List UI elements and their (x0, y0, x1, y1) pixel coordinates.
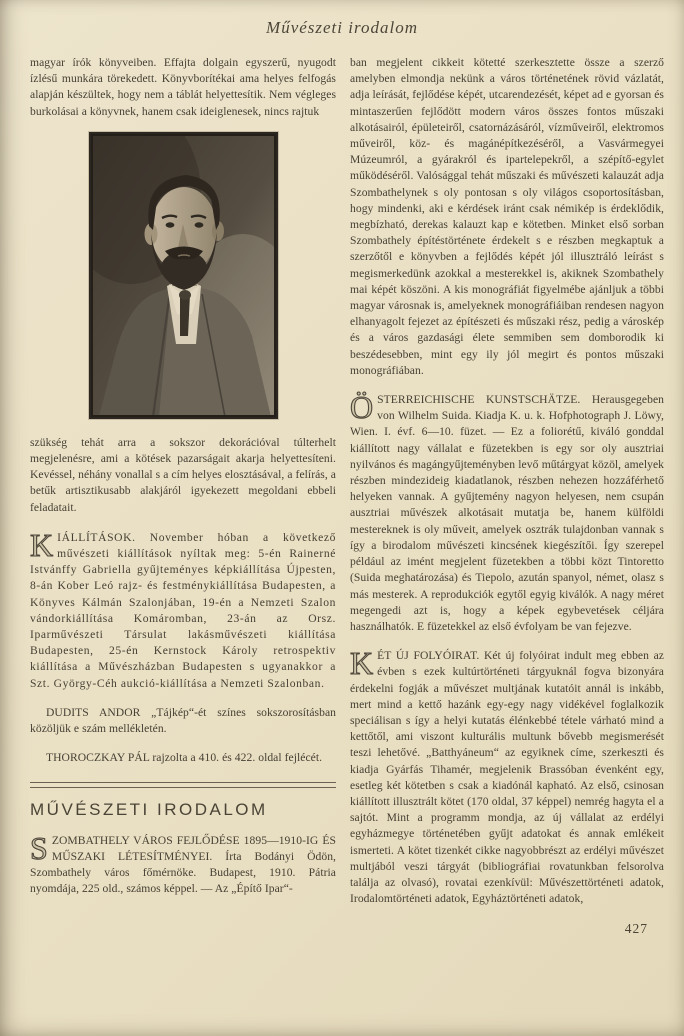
new-journals-review (350, 645, 664, 907)
page-number: 427 (624, 921, 648, 937)
left-para-2: szükség tehát arra a sokszor dekorációval túlterhelt megjelenésre, ami a kötések pazarságait akarja helyettesíteni. Kevéssel, néhány vonallal s a cím helyes elosztásával, a felírás, a betűk artisztikusabb alakjáról igyekezett megoldani ebbeli feladatait. (30, 435, 336, 514)
right-column (350, 55, 664, 938)
running-head: Művészeti irodalom (266, 18, 418, 37)
section-divider-rule (30, 782, 336, 788)
left-para-1: magyar írók könyveiben. Effajta dolgain egyszerű, nyugodt ízlésű munkára törekedett. Könyvborítékai ama helyes felfogás alapján készültek, hogy nem a táblát helyettesítik. Nem végleges burkolásai a könyvnek, hanem csak ideiglenesek, nincs rajtuk (30, 56, 336, 118)
kunstschaetze-text: STERREICHISCHE KUNSTSCHÄTZE. Herausgegeben von Wilhelm Suida. Kiadja K. u. k. Hofphotograph J. Löwy, Wien. I. évf. 6—10. füzet. — Ez a foliorétű, kiváló gonddal kiállított nagy vállalat e füzetekben is egy sor oly ausztriai nyilvános és magángyűjteményben levő műtárgyat közöl, amelyek részben mindezideig kiadatlanok, részben nehezen hozzáférhető helyeken vannak. A gyűjtemény nagyon helyesen, nem csupán ausztriai művészek alkotásait mutatja be, hanem külföldi mestereknek is oly műveit, amelyek osztrák tulajdonban vannak s így a birodalom művészeti kincsének kiegészítői. Így szerepel például az imént megjelent füzetekben a többi közt Tintoretto (Suida meghatározása) és Tiepolo, azután spanyol, német, olasz s más mesterek. A reprodukciók egytől egyig kiválók. A nagy méret megengedi azt is, hogy a képek egybevetések céljára használhatók. E füzetekkel az első évfolyam be van fejezve. (350, 393, 664, 633)
dudits-note: DUDITS ANDOR „Tájkép“-ét színes sokszorosításban közöljük e szám mellékletén. (30, 705, 336, 736)
section-heading: MŰVÉSZETI IRODALOM (30, 800, 268, 820)
thoroczkay-note: THOROCZKAY PÁL rajzolta a 410. és 422. oldal fejlécét. (46, 751, 323, 765)
bearded-man-portrait-image (91, 134, 276, 417)
new-journals-text: ÉT ÚJ FOLYÓIRAT. Két új folyóirat indult meg ebben az évben s ezek kultúrtörténeti tárgyuknál fogva bizonyára érdekelni fogják a művészet multjának kutatóit annál is inkább, mert mind a kettő hazánk egy-egy nagy vidékével foglalkozik speciálisan s így a helyi kutatás élénkebbé tétele várható mind a kettőtől, ami viszont kulturális multunk bővebb megismerését teszi lehetővé. „Batthyáneum“ az egyiknek címe, szerkeszti és kiadja Gyárfás Tihamér, megjelenik Brassóban évenként egy, esetleg két kötetben s csak a kiadónál kapható. Az első, csinosan kiállított illusztrált kötet (170 oldal, 37 képpel) nemrég hagyta el a sajtót. Mint a programm mondja, az új vállalat az erdélyi egyházmegye történetében gyűjt adatokat és annak emlékeit ismerteti. A kötet tizenkét cikke nagyobbrészt az erdélyi művészet multjából veszi tárgyát (bibliográfiai rovatunkban felsorolva találja az olvasó), rovatai ezenkívül: Művészettörténeti adatok, Irodalomtörténeti adatok, Egyháztörténeti adatok, (350, 649, 664, 906)
exhibitions-para (30, 526, 336, 692)
dropcap-k-journals: K (350, 645, 374, 682)
dropcap-o-kunstschaetze: Ö (350, 389, 374, 426)
szombathely-review (30, 829, 336, 898)
dropcap-k-exhibitions: K (30, 526, 54, 563)
exhibitions-text: IÁLLÍTÁSOK. November hóban a következő művészeti kiállítások nyíltak meg: 5-én Rainerné Istvánffy Gabriella gyűjteményes képkiállítása Újpesten, 8-án Kober Leó rajz- és festménykiállítása Budapesten, a Könyves Kálmán Szalonjában, 19-én a Nemzeti Szalon vándorkiállítása Komáromban, 23-án az Orsz. Iparművészeti Társulat lakásművészeti kiállítása Budapesten, 25-én Kernstock Károly retrospektiv kiállítása a Művészházban Budapesten s ugyanakkor a Szt. György-Céh aukció-kiállítása a Nemzeti Szalonban. (30, 530, 336, 690)
right-para-1: ban megjelent cikkeit kötetté szerkesztette össze a szerző amelyben elmondja nekünk a város történetének rövid vázlatát, adja leírását, fejlődése képét, utcarendezését, képet ad e gyorsan és mintaszerűen fejlődött modern város összes fontos műszaki alkotásairól, épületeiről, csatornázásáról, vízműveiről, elektromos műveiről, köz- és magánépítkezéséről, a Vasvármegyei Múzeumról, a gyárakról és ipartelepekről, a szépítő-egylet működéséről. Valósággal tehát műszaki és művészeti kalauzát adja Szombathelynek s oly pontosan s oly világos csoportosításban, hogy mindenki, aki e kérdések iránt csak némikép is érdeklődik, megbízható, derekas kalauzt kap e kötetben. Minket első sorban Szombathely építéstörténete érdekelt s e részben megkaptuk a szerzőtől e könyvben a fejlődés képét jól illusztráló leírást s megismerkedünk azokkal a mesterekkel is, akiknek Szombathely mai képét köszöni. A kis monográfiát figyelmébe ajánljuk a többi magyar városnak is, amelyeknek monográfiáiban rendesen nagyon elhanyagolt fejezet az építészeti és műszaki rész, pedig a városkép és a város gazdasági élete semmiben sem domborodik ki beszédesebben, mint egy ily jól megirt és pontos műszaki monográfiában. (350, 56, 664, 377)
kunstschaetze-review (350, 389, 664, 635)
szombathely-text: ZOMBATHELY VÁROS FEJLŐDÉSE 1895—1910-IG ÉS MŰSZAKI LÉTESÍTMÉNYEI. Írta Bodányi Ödön, Szombathely város főmérnöke. Budapest, 1910. Pátria nyomdája, 225 old., számos képpel. — Az „Építő Ipar“- (30, 833, 336, 896)
dropcap-s-szombathely: S (30, 829, 48, 866)
portrait-photo (89, 132, 278, 419)
left-column (30, 55, 336, 907)
